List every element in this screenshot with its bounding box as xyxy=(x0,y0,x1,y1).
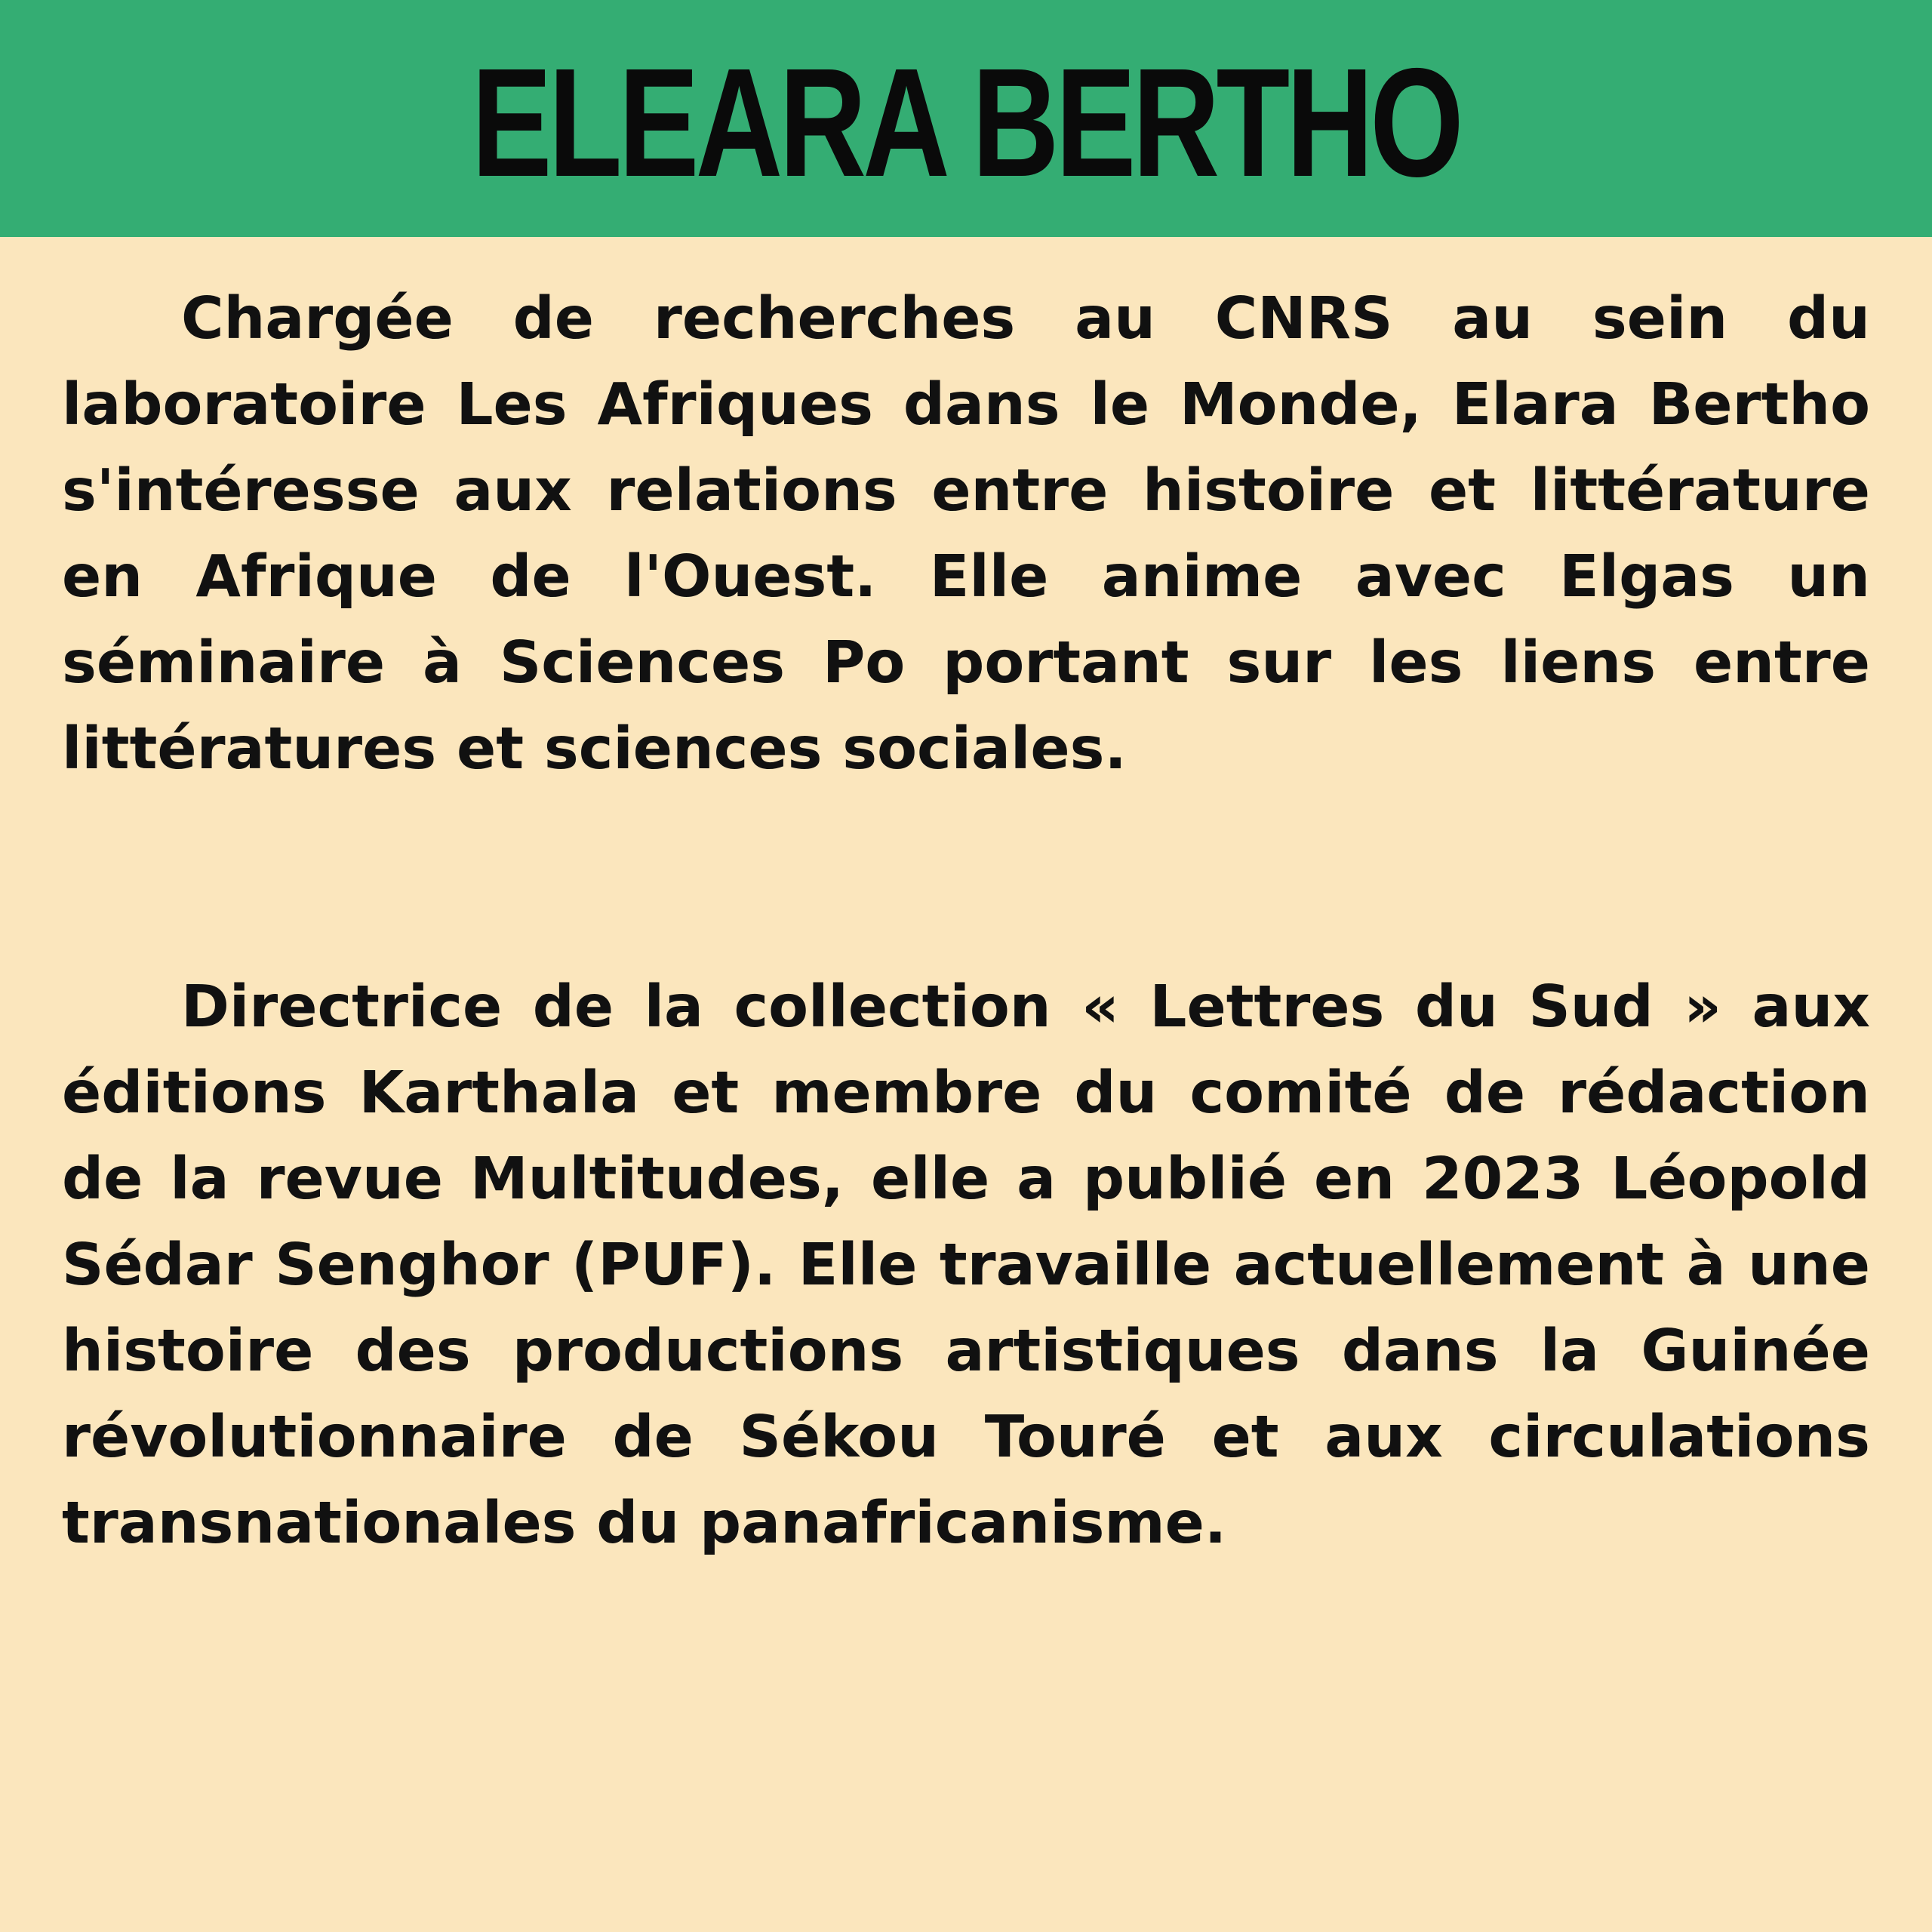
biography-paragraph-1: Chargée de recherches au CNRS au sein du laboratoire Les Afriques dans le Monde, Elara Bertho s'intéresse aux relations entre histoire et littérature en Afrique de l'Ouest. Elle anime avec Elgas un séminaire à Sciences Po portant sur les liens entre littératures et sciences sociales. xyxy=(62,285,1870,783)
page-title: ELEARA BERTHO xyxy=(471,35,1461,209)
biography-paragraph-2: Directrice de la collection « Lettres du Sud » aux éditions Karthala et membre du comité de rédaction de la revue Multitudes, elle a publié en 2023 Léopold Sédar Senghor (PUF). Elle travaille actuellement à une histoire des productions artistiques dans la Guinée révolutionnaire de Sékou Touré et aux circulations transnationales du panafricanisme. xyxy=(62,974,1870,1557)
biography-text xyxy=(62,276,1870,1567)
title-banner xyxy=(0,0,1932,237)
